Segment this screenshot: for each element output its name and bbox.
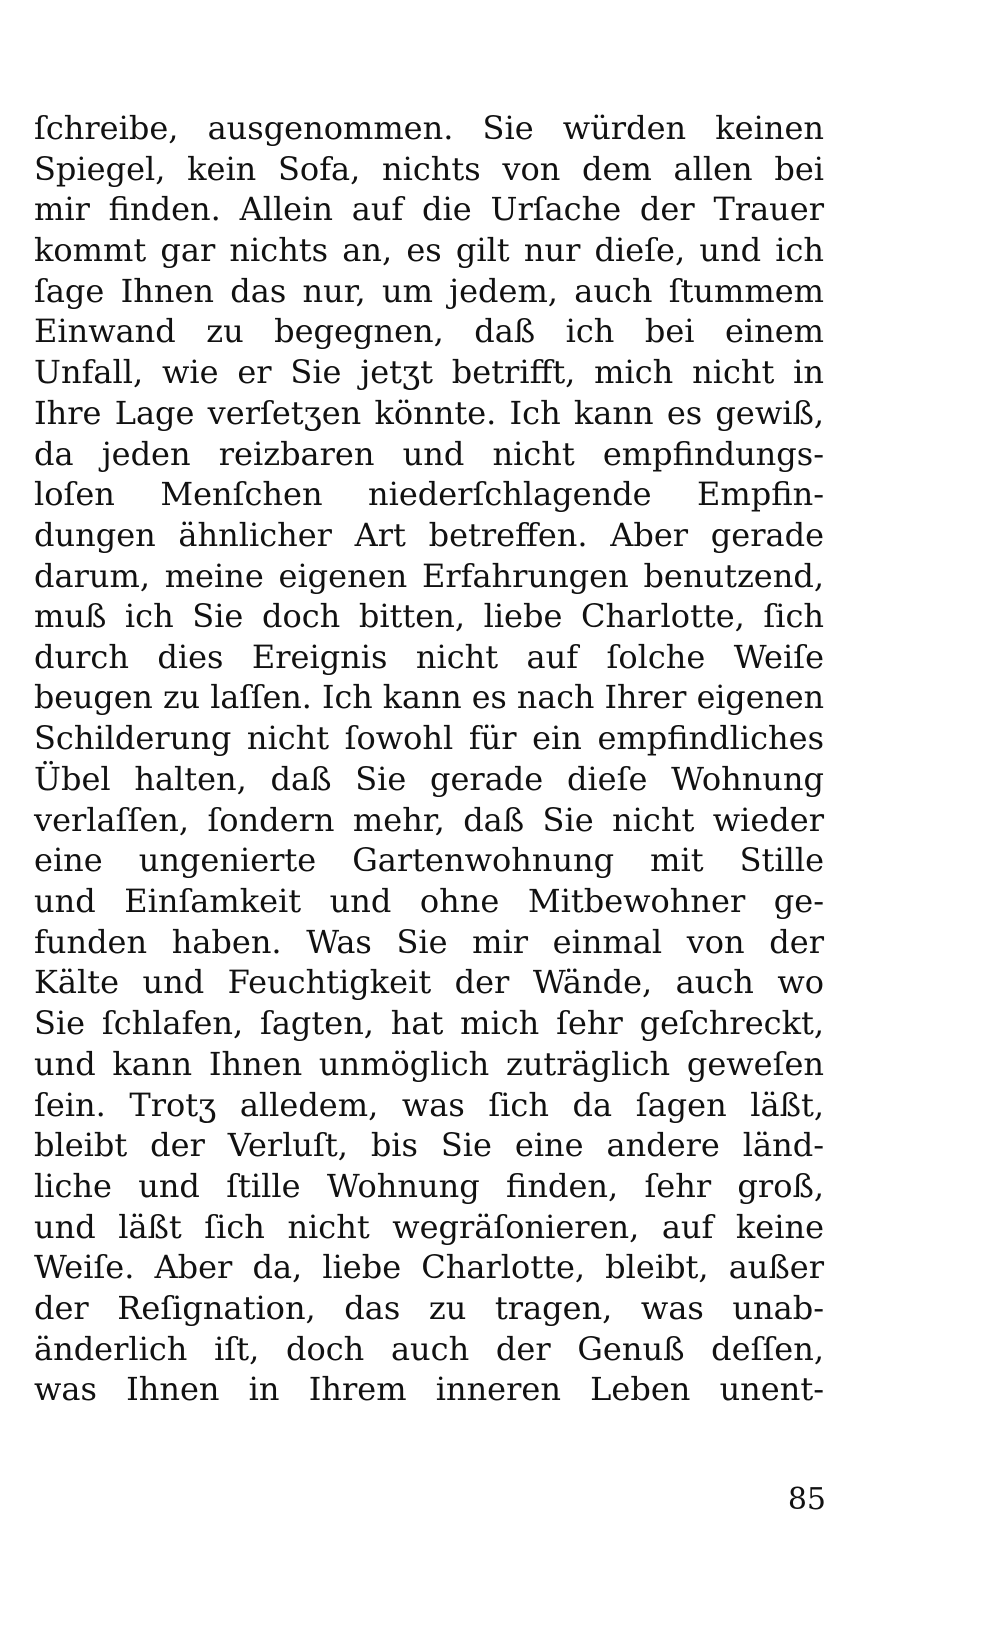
- text-line: ſein. Trotʒ alledem, was ſich da ſagen läßt,: [34, 1085, 824, 1124]
- text-line: funden haben. Was Sie mir einmal von der: [34, 922, 824, 961]
- text-line: Weiſe. Aber da, liebe Charlotte, bleibt, außer: [34, 1248, 824, 1287]
- text-line: bleibt der Verluſt, bis Sie eine andere länd-: [34, 1126, 824, 1165]
- text-line: Schilderung nicht ſowohl für ein empfindliches: [34, 719, 824, 758]
- text-line: Sie ſchlafen, ſagten, hat mich ſehr geſchreckt,: [34, 1004, 824, 1043]
- text-line: und kann Ihnen unmöglich zuträglich geweſen: [34, 1044, 824, 1083]
- text-line: da jeden reizbaren und nicht empfindungs-: [34, 434, 824, 473]
- text-line: Unfall, wie er Sie jetʒt betrifft, mich nicht in: [34, 353, 824, 392]
- text-line: und Einſamkeit und ohne Mitbewohner ge-: [34, 882, 824, 921]
- text-line: Spiegel, kein Sofa, nichts von dem allen bei: [34, 149, 824, 188]
- text-line: ſchreibe, ausgenommen. Sie würden keinen: [34, 109, 824, 147]
- page-number: 85: [787, 1482, 826, 1517]
- text-line: dungen ähnlicher Art betreffen. Aber gerade: [34, 515, 824, 554]
- text-line: loſen Menſchen niederſchlagende Empfin-: [34, 475, 824, 514]
- body-text: [34, 108, 824, 1410]
- text-line: darum, meine eigenen Erfahrungen benutzend,: [34, 556, 824, 595]
- text-line: änderlich iſt, doch auch der Genuß deſſen,: [34, 1329, 824, 1368]
- text-line: kommt gar nichts an, es gilt nur dieſe, und ich: [34, 231, 824, 270]
- text-line: beugen zu laſſen. Ich kann es nach Ihrer eigenen: [34, 679, 824, 716]
- text-line: und läßt ſich nicht wegräſonieren, auf keine: [34, 1207, 824, 1246]
- text-line: ſage Ihnen das nur, um jedem, auch ſtummem: [34, 271, 824, 310]
- text-line: was Ihnen in Ihrem inneren Leben unent-: [34, 1370, 824, 1409]
- text-line: Kälte und Feuchtigkeit der Wände, auch wo: [34, 963, 824, 1002]
- text-line: mir finden. Allein auf die Urſache der Trauer: [34, 190, 824, 229]
- text-line: Übel halten, daß Sie gerade dieſe Wohnung: [34, 760, 824, 798]
- text-line: liche und ſtille Wohnung finden, ſehr groß,: [34, 1166, 824, 1205]
- text-line: verlaſſen, ſondern mehr, daß Sie nicht wieder: [34, 800, 824, 839]
- text-line: durch dies Ereignis nicht auf ſolche Weiſe: [34, 637, 824, 676]
- text-line: muß ich Sie doch bitten, liebe Charlotte, ſich: [34, 597, 824, 636]
- text-line: der Reſignation, das zu tragen, was unab-: [34, 1288, 824, 1327]
- text-line: Einwand zu begegnen, daß ich bei einem: [34, 312, 824, 351]
- text-line: eine ungenierte Gartenwohnung mit Stille: [34, 841, 824, 880]
- text-line: Ihre Lage verſetʒen könnte. Ich kann es gewiß,: [34, 393, 824, 432]
